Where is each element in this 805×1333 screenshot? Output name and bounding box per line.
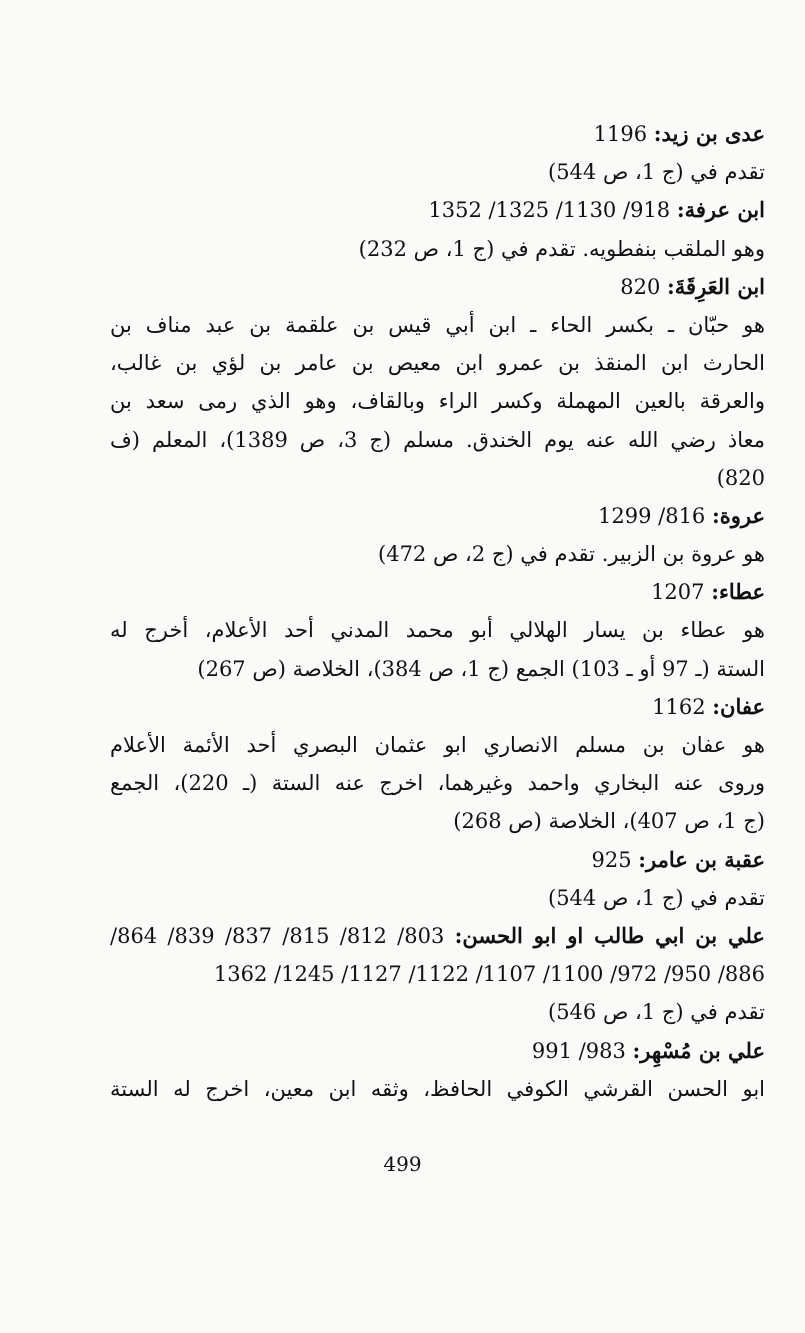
text-line: [110, 917, 765, 955]
text-line: [110, 497, 765, 535]
text-line: [110, 879, 765, 917]
line-text: 983/ 991: [531, 1038, 633, 1063]
entry-heading: ابن العَرِقَةَ:: [667, 273, 765, 299]
line-text: 820): [716, 465, 765, 490]
text-line: [110, 573, 765, 611]
text-line: [110, 650, 765, 688]
line-text: (ج 1، ص 407)، الخلاصة (ص 268): [453, 809, 765, 834]
line-text: ابو الحسن القرشي الكوفي الحافظ، وثقه ابن معين، اخرج له الستة: [110, 1076, 765, 1101]
line-text: وروى عنه البخاري واحمد وغيرهما، اخرج عنه الستة (ـ 220)، الجمع: [110, 771, 765, 796]
text-line: [110, 764, 765, 802]
text-line: [110, 955, 765, 993]
line-text: معاذ رضي الله عنه يوم الخندق. مسلم (ج 3، ص 1389)، المعلم (ف: [110, 427, 765, 452]
entry-heading: عفان:: [712, 693, 765, 719]
text-line: [110, 191, 765, 229]
entry-heading: علي بن ابي طالب او ابو الحسن:: [454, 922, 765, 948]
text-line: [110, 802, 765, 840]
text-line: [110, 535, 765, 573]
text-line: [110, 153, 765, 191]
line-text: الستة (ـ 97 أو ـ 103) الجمع (ج 1، ص 384)، الخلاصة (ص 267): [197, 656, 765, 681]
entry-heading: عدى بن زيد:: [653, 121, 765, 146]
text-line: [110, 1070, 765, 1108]
line-text: 816/ 1299: [597, 503, 712, 528]
entry-heading: عطاء:: [711, 579, 765, 605]
line-text: هو عروة بن الزبير. تقدم في (ج 2، ص 472): [378, 542, 765, 567]
text-line: [110, 611, 765, 649]
text-line: [110, 459, 765, 497]
line-text: تقدم في (ج 1، ص 544): [547, 160, 765, 185]
text-line: [110, 421, 765, 459]
text-line: [110, 230, 765, 268]
line-text: والعرقة بالعين المهملة وكسر الراء وبالقاف، وهو الذي رمى سعد بن: [110, 389, 765, 414]
text-line: [110, 841, 765, 879]
text-line: [110, 726, 765, 764]
line-text: 886/ 950/ 972/ 1100/ 1107/ 1122/ 1127/ 1245/ 1362: [213, 962, 765, 987]
entry-heading: عروة:: [711, 502, 765, 528]
entry-heading: ابن عرفة:: [676, 197, 765, 223]
text-line: [110, 115, 765, 153]
line-text: 820: [620, 274, 668, 299]
line-text: وهو الملقب بنفطويه. تقدم في (ج 1، ص 232): [358, 236, 765, 261]
line-text: 1196: [593, 122, 654, 146]
text-line: [110, 993, 765, 1031]
entry-heading: علي بن مُسْهِر:: [632, 1037, 765, 1063]
line-text: 925: [591, 847, 639, 872]
line-text: تقدم في (ج 1، ص 546): [547, 1000, 765, 1025]
line-text: 803/ 812/ 815/ 837/ 839/ 864/: [110, 923, 455, 948]
text-line: [110, 344, 765, 382]
page-number: 499: [383, 1152, 422, 1176]
line-text: 1207: [651, 580, 712, 605]
text-line: [110, 268, 765, 306]
text-line: [110, 688, 765, 726]
text-line: [110, 1032, 765, 1070]
text-line: [110, 306, 765, 344]
page-body: [110, 115, 765, 1108]
line-text: هو حبّان ـ بكسر الحاء ـ ابن أبي قيس بن علقمة بن عبد مناف بن: [110, 312, 765, 337]
line-text: 918/ 1130/ 1325/ 1352: [428, 198, 677, 223]
line-text: الحارث ابن المنقذ بن عمرو ابن معيص بن عامر بن لؤي بن غالب،: [110, 351, 765, 376]
line-text: تقدم في (ج 1، ص 544): [547, 885, 765, 910]
line-text: هو عطاء بن يسار الهلالي أبو محمد المدني أحد الأعلام، أخرج له: [110, 618, 765, 643]
line-text: هو عفان بن مسلم الانصاري ابو عثمان البصري أحد الأئمة الأعلام: [110, 733, 765, 757]
text-line: [110, 382, 765, 420]
line-text: 1162: [652, 694, 713, 719]
entry-heading: عقبة بن عامر:: [638, 846, 765, 872]
